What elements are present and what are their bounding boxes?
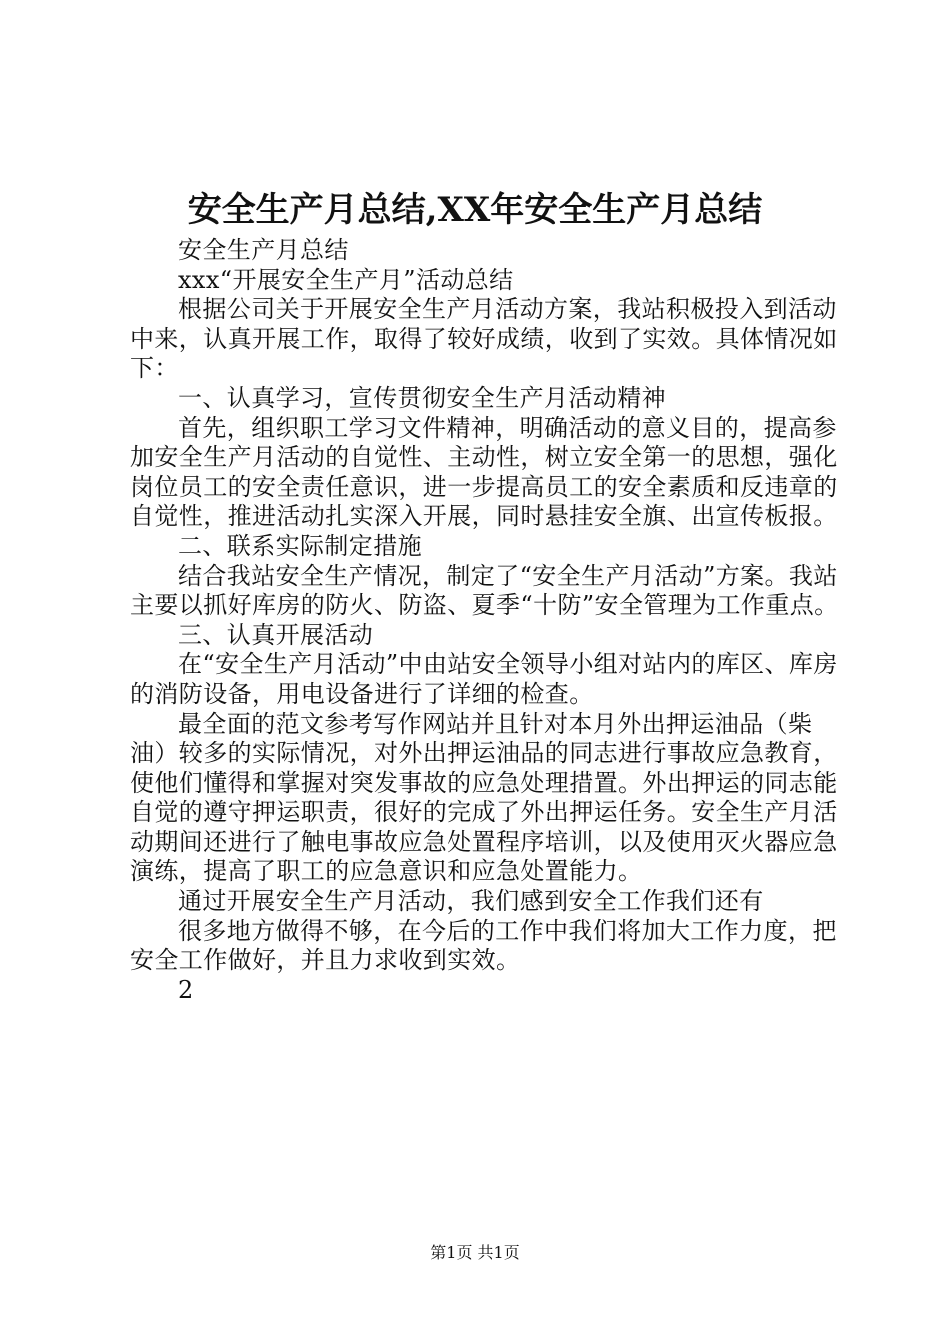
section-heading-3: 三、认真开展活动 [178,620,374,649]
paragraph-subtitle: 安全生产月总结 [178,236,349,264]
section-heading-1: 一、认真学习，宣传贯彻安全生产月活动精神 [178,383,666,412]
section-heading-2: 二、联系实际制定措施 [178,531,422,560]
paragraph-conclusion-a: 通过开展安全生产月活动，我们感到安全工作我们还有 [178,887,764,916]
paragraph-intro: 根据公司关于开展安全生产月活动方案，我站积极投入到活动中来，认真开展工作，取得了较好成绩，收到了实效。具体情况如下： [130,295,838,383]
paragraph-section-2: 结合我站安全生产情况，制定了“安全生产月活动”方案。我站主要以抓好库房的防火、防盗、夏季“十防”安全管理为工作重点。 [130,561,839,620]
paragraph-section-1: 首先，组织职工学习文件精神，明确活动的意义目的，提高参加安全生产月活动的自觉性、主动性，树立安全第一的思想，强化岗位员工的安全责任意识，进一步提高员工的安全素质和反违章的自觉性，推进活动扎实深入开展，同时悬挂安全旗、出宣传板报。 [130,413,838,531]
paragraph-section-3a: 在“安全生产月活动”中由站安全领导小组对站内的库区、库房的消防设备，用电设备进行了详细的检查。 [130,650,838,708]
page-footer: 第1页 共1页 [430,1243,520,1262]
paragraph-number: 2 [178,975,194,1004]
paragraph-conclusion-b: 很多地方做得不够，在今后的工作中我们将加大工作力度，把安全工作做好，并且力求收到实效。 [130,916,837,975]
paragraph-section-3b: 最全面的范文参考写作网站并且针对本月外出押运油品（柴油）较多的实际情况，对外出押运油品的同志进行事故应急教育，使他们懂得和掌握对突发事故的应急处理措置。外出押运的同志能自觉的遵守押运职责，很好的完成了外出押运任务。安全生产月活动期间还进行了触电事故应急处置程序培训，以及使用灭火器应急演练，提高了职工的应急意识和应急处置能力。 [130,709,838,886]
paragraph-activity-summary-title: xxx“开展安全生产月”活动总结 [178,265,514,294]
document-title: 安全生产月总结,XX年安全生产月总结 [187,190,763,230]
document-body [130,236,842,1005]
